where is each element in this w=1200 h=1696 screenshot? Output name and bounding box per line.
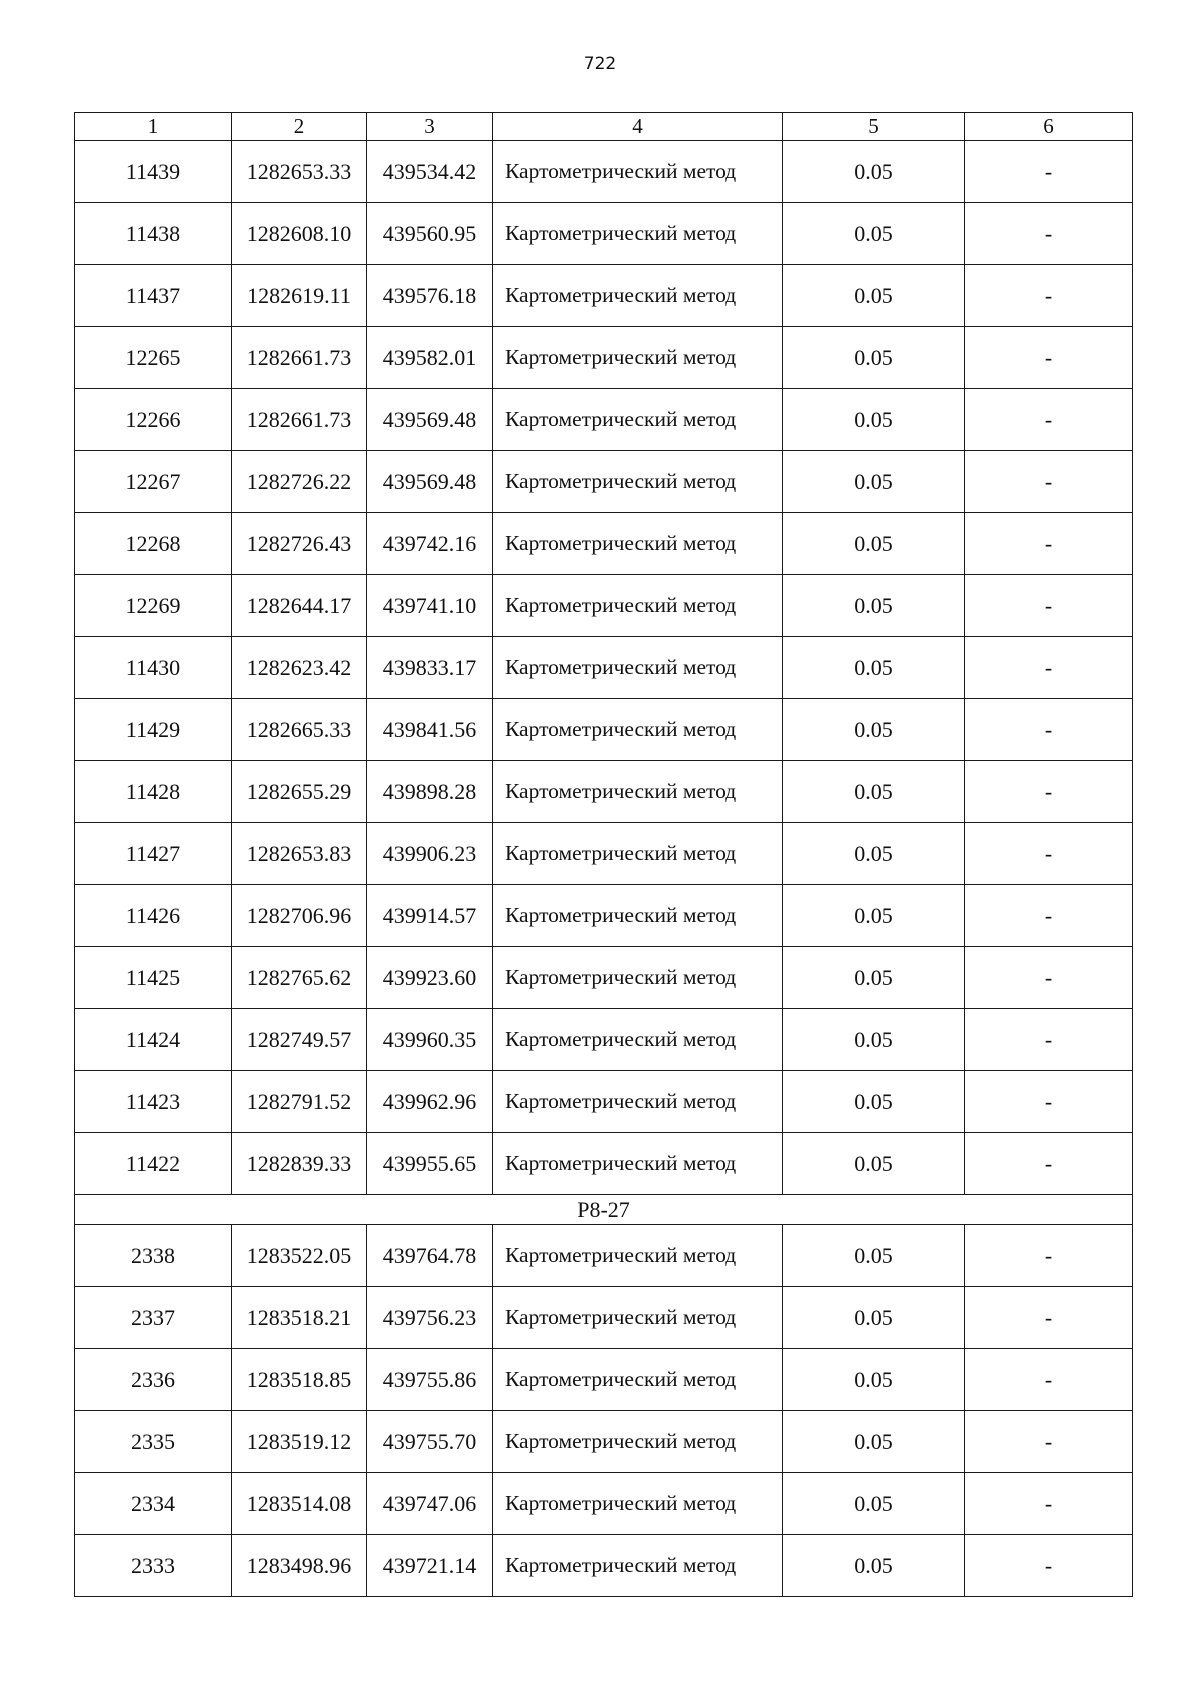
y-coordinate-cell: 439756.23 [367,1287,493,1349]
x-coordinate-cell: 1283519.12 [232,1411,367,1473]
table-row [75,1411,1133,1473]
y-coordinate-cell: 439923.60 [367,947,493,1009]
x-coordinate-cell: 1282765.62 [232,947,367,1009]
note-cell: - [965,1473,1133,1535]
note-cell: - [965,575,1133,637]
note-cell: - [965,823,1133,885]
note-cell: - [965,761,1133,823]
point-number-cell: 11427 [75,823,232,885]
note-cell: - [965,1133,1133,1195]
method-cell: Картометрический метод [493,1071,783,1133]
y-coordinate-cell: 439914.57 [367,885,493,947]
y-coordinate-cell: 439742.16 [367,513,493,575]
y-coordinate-cell: 439721.14 [367,1535,493,1597]
method-cell: Картометрический метод [493,823,783,885]
note-cell: - [965,451,1133,513]
table-row [75,1133,1133,1195]
note-cell: - [965,1009,1133,1071]
column-header-3: 3 [367,113,493,141]
y-coordinate-cell: 439755.70 [367,1411,493,1473]
y-coordinate-cell: 439741.10 [367,575,493,637]
table-row [75,1287,1133,1349]
point-number-cell: 11422 [75,1133,232,1195]
note-cell: - [965,1287,1133,1349]
y-coordinate-cell: 439534.42 [367,141,493,203]
point-number-cell: 2337 [75,1287,232,1349]
accuracy-cell: 0.05 [783,1009,965,1071]
x-coordinate-cell: 1282661.73 [232,327,367,389]
accuracy-cell: 0.05 [783,761,965,823]
method-cell: Картометрический метод [493,203,783,265]
point-number-cell: 11425 [75,947,232,1009]
point-number-cell: 11424 [75,1009,232,1071]
note-cell: - [965,637,1133,699]
accuracy-cell: 0.05 [783,699,965,761]
coordinates-table [74,112,1133,1597]
accuracy-cell: 0.05 [783,1071,965,1133]
note-cell: - [965,1535,1133,1597]
point-number-cell: 2338 [75,1225,232,1287]
table-row [75,327,1133,389]
x-coordinate-cell: 1282749.57 [232,1009,367,1071]
point-number-cell: 11438 [75,203,232,265]
note-cell: - [965,699,1133,761]
column-header-1: 1 [75,113,232,141]
table-row [75,1071,1133,1133]
accuracy-cell: 0.05 [783,1535,965,1597]
accuracy-cell: 0.05 [783,1473,965,1535]
table-row [75,451,1133,513]
y-coordinate-cell: 439560.95 [367,203,493,265]
x-coordinate-cell: 1282644.17 [232,575,367,637]
y-coordinate-cell: 439569.48 [367,389,493,451]
point-number-cell: 11437 [75,265,232,327]
x-coordinate-cell: 1282619.11 [232,265,367,327]
section-row [75,1195,1133,1225]
table-row [75,699,1133,761]
point-number-cell: 12265 [75,327,232,389]
section-label: Р8-27 [75,1195,1133,1225]
method-cell: Картометрический метод [493,1473,783,1535]
table-row [75,513,1133,575]
note-cell: - [965,1349,1133,1411]
table-row [75,885,1133,947]
table-body [75,141,1133,1597]
note-cell: - [965,1411,1133,1473]
point-number-cell: 11439 [75,141,232,203]
table-row [75,141,1133,203]
accuracy-cell: 0.05 [783,1225,965,1287]
table-row [75,761,1133,823]
point-number-cell: 2334 [75,1473,232,1535]
column-header-4: 4 [493,113,783,141]
note-cell: - [965,141,1133,203]
method-cell: Картометрический метод [493,1225,783,1287]
accuracy-cell: 0.05 [783,141,965,203]
point-number-cell: 12267 [75,451,232,513]
table-row [75,1349,1133,1411]
note-cell: - [965,265,1133,327]
table-row [75,947,1133,1009]
accuracy-cell: 0.05 [783,451,965,513]
header-row [75,113,1133,141]
method-cell: Картометрический метод [493,1009,783,1071]
method-cell: Картометрический метод [493,1133,783,1195]
method-cell: Картометрический метод [493,947,783,1009]
column-header-6: 6 [965,113,1133,141]
x-coordinate-cell: 1282608.10 [232,203,367,265]
method-cell: Картометрический метод [493,885,783,947]
x-coordinate-cell: 1282655.29 [232,761,367,823]
x-coordinate-cell: 1282726.43 [232,513,367,575]
note-cell: - [965,1071,1133,1133]
method-cell: Картометрический метод [493,637,783,699]
accuracy-cell: 0.05 [783,947,965,1009]
method-cell: Картометрический метод [493,451,783,513]
x-coordinate-cell: 1282623.42 [232,637,367,699]
y-coordinate-cell: 439755.86 [367,1349,493,1411]
x-coordinate-cell: 1282839.33 [232,1133,367,1195]
note-cell: - [965,947,1133,1009]
point-number-cell: 12269 [75,575,232,637]
table-row [75,1225,1133,1287]
point-number-cell: 12268 [75,513,232,575]
accuracy-cell: 0.05 [783,1287,965,1349]
x-coordinate-cell: 1283514.08 [232,1473,367,1535]
accuracy-cell: 0.05 [783,513,965,575]
column-header-2: 2 [232,113,367,141]
method-cell: Картометрический метод [493,513,783,575]
table-row [75,265,1133,327]
point-number-cell: 12266 [75,389,232,451]
y-coordinate-cell: 439962.96 [367,1071,493,1133]
x-coordinate-cell: 1283522.05 [232,1225,367,1287]
table-row [75,389,1133,451]
x-coordinate-cell: 1282791.52 [232,1071,367,1133]
accuracy-cell: 0.05 [783,885,965,947]
table-row [75,1535,1133,1597]
method-cell: Картометрический метод [493,327,783,389]
note-cell: - [965,389,1133,451]
y-coordinate-cell: 439841.56 [367,699,493,761]
y-coordinate-cell: 439833.17 [367,637,493,699]
table-row [75,1009,1133,1071]
point-number-cell: 11426 [75,885,232,947]
table-row [75,575,1133,637]
point-number-cell: 11428 [75,761,232,823]
accuracy-cell: 0.05 [783,575,965,637]
y-coordinate-cell: 439960.35 [367,1009,493,1071]
note-cell: - [965,513,1133,575]
method-cell: Картометрический метод [493,265,783,327]
note-cell: - [965,203,1133,265]
table-row [75,203,1133,265]
method-cell: Картометрический метод [493,1535,783,1597]
point-number-cell: 11430 [75,637,232,699]
x-coordinate-cell: 1282706.96 [232,885,367,947]
y-coordinate-cell: 439898.28 [367,761,493,823]
table-row [75,1473,1133,1535]
method-cell: Картометрический метод [493,699,783,761]
y-coordinate-cell: 439955.65 [367,1133,493,1195]
y-coordinate-cell: 439569.48 [367,451,493,513]
x-coordinate-cell: 1282661.73 [232,389,367,451]
point-number-cell: 2333 [75,1535,232,1597]
accuracy-cell: 0.05 [783,1411,965,1473]
x-coordinate-cell: 1282653.33 [232,141,367,203]
accuracy-cell: 0.05 [783,1349,965,1411]
accuracy-cell: 0.05 [783,823,965,885]
note-cell: - [965,885,1133,947]
method-cell: Картометрический метод [493,1411,783,1473]
x-coordinate-cell: 1283518.21 [232,1287,367,1349]
method-cell: Картометрический метод [493,1287,783,1349]
table-row [75,823,1133,885]
x-coordinate-cell: 1283498.96 [232,1535,367,1597]
method-cell: Картометрический метод [493,389,783,451]
accuracy-cell: 0.05 [783,203,965,265]
x-coordinate-cell: 1282726.22 [232,451,367,513]
y-coordinate-cell: 439582.01 [367,327,493,389]
note-cell: - [965,1225,1133,1287]
point-number-cell: 11423 [75,1071,232,1133]
y-coordinate-cell: 439906.23 [367,823,493,885]
x-coordinate-cell: 1283518.85 [232,1349,367,1411]
method-cell: Картометрический метод [493,761,783,823]
table-row [75,637,1133,699]
method-cell: Картометрический метод [493,1349,783,1411]
method-cell: Картометрический метод [493,141,783,203]
column-header-5: 5 [783,113,965,141]
x-coordinate-cell: 1282653.83 [232,823,367,885]
x-coordinate-cell: 1282665.33 [232,699,367,761]
point-number-cell: 11429 [75,699,232,761]
y-coordinate-cell: 439747.06 [367,1473,493,1535]
note-cell: - [965,327,1133,389]
page-number: 722 [583,54,617,74]
accuracy-cell: 0.05 [783,327,965,389]
accuracy-cell: 0.05 [783,1133,965,1195]
point-number-cell: 2336 [75,1349,232,1411]
accuracy-cell: 0.05 [783,637,965,699]
y-coordinate-cell: 439764.78 [367,1225,493,1287]
accuracy-cell: 0.05 [783,265,965,327]
point-number-cell: 2335 [75,1411,232,1473]
accuracy-cell: 0.05 [783,389,965,451]
y-coordinate-cell: 439576.18 [367,265,493,327]
method-cell: Картометрический метод [493,575,783,637]
